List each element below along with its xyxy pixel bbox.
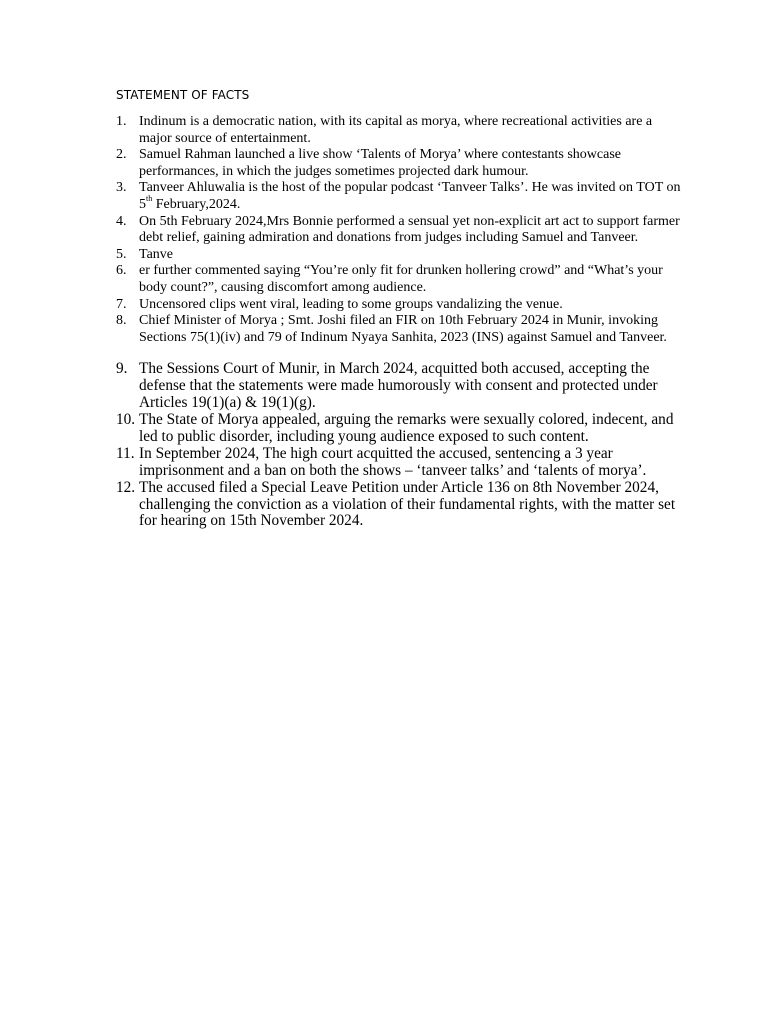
fact-text: Tanve [139, 246, 174, 262]
fact-item [116, 361, 682, 412]
fact-text: On 5th February 2024,Mrs Bonnie performed a sensual yet non-explicit art act to support farmer debt relief, gaining admiration and donations from judges including Samuel and Tanveer. [139, 213, 680, 246]
fact-text: Indinum is a democratic nation, with its capital as morya, where recreational activities are a major source of entertainment. [139, 114, 653, 146]
fact-item [116, 180, 682, 213]
fact-item [116, 412, 682, 446]
fact-text-part: February,2024. [152, 196, 241, 212]
fact-number: 11. [116, 444, 135, 462]
facts-list [116, 114, 682, 530]
fact-text: Chief Minister of Morya ; Smt. Joshi filed an FIR on 10th February 2024 in Munir, invoking Sections 75(1)(iv) and 79 of Indinum Nyaya Sanhita, 2023 (INS) against Samuel and Tanveer. [139, 313, 667, 345]
fact-text [139, 180, 681, 212]
fact-item [116, 247, 682, 264]
fact-text: Uncensored clips went viral, leading to some groups vandalizing the venue. [139, 296, 563, 312]
fact-number: 4. [116, 213, 127, 229]
fact-item [116, 313, 682, 346]
fact-item [116, 263, 682, 296]
fact-text: The Sessions Court of Munir, in March 2024, acquitted both accused, accepting the defense that the statements were made humorously with consent and protected under Articles 19(1)(a) & 19(1)(g). [139, 360, 658, 412]
fact-text: The accused filed a Special Leave Petition under Article 136 on 8th November 2024, challenging the conviction as a violation of their fundamental rights, with the matter set for hearing on 15th November 2024. [139, 478, 676, 530]
ordinal-superscript: th [146, 194, 153, 204]
fact-item [116, 297, 682, 314]
fact-number: 3. [116, 180, 127, 196]
fact-item [116, 480, 682, 531]
fact-text: er further commented saying “You’re only fit for drunken hollering crowd” and “What’s your body count?”, causing discomfort among audience. [139, 263, 663, 295]
fact-number: 8. [116, 313, 127, 329]
fact-number: 12. [116, 478, 136, 496]
fact-item [116, 114, 682, 147]
fact-number: 5. [116, 246, 127, 262]
fact-item [116, 214, 682, 247]
fact-number: 10. [116, 411, 136, 429]
fact-number: 6. [116, 263, 127, 279]
fact-text-part: Tanveer Ahluwalia is the host of the popular podcast ‘Tanveer Talks’. He was invited on TOT on 5 [139, 180, 681, 212]
fact-item [116, 147, 682, 180]
document-heading: STATEMENT OF FACTS [116, 88, 250, 102]
fact-number: 9. [116, 360, 128, 378]
fact-number: 2. [116, 147, 127, 163]
fact-number: 1. [116, 114, 127, 129]
fact-text: In September 2024, The high court acquitted the accused, sentencing a 3 year imprisonment and a ban on both the shows – ‘tanveer talks’ and ‘talents of morya’. [139, 444, 647, 479]
fact-number: 7. [116, 296, 127, 312]
fact-text: The State of Morya appealed, arguing the remarks were sexually colored, indecent, and led to public disorder, including young audience exposed to such content. [139, 411, 674, 445]
fact-text: Samuel Rahman launched a live show ‘Talents of Morya’ where contestants showcase performances, in which the judges sometimes projected dark humour. [139, 147, 622, 179]
fact-item [116, 446, 682, 480]
